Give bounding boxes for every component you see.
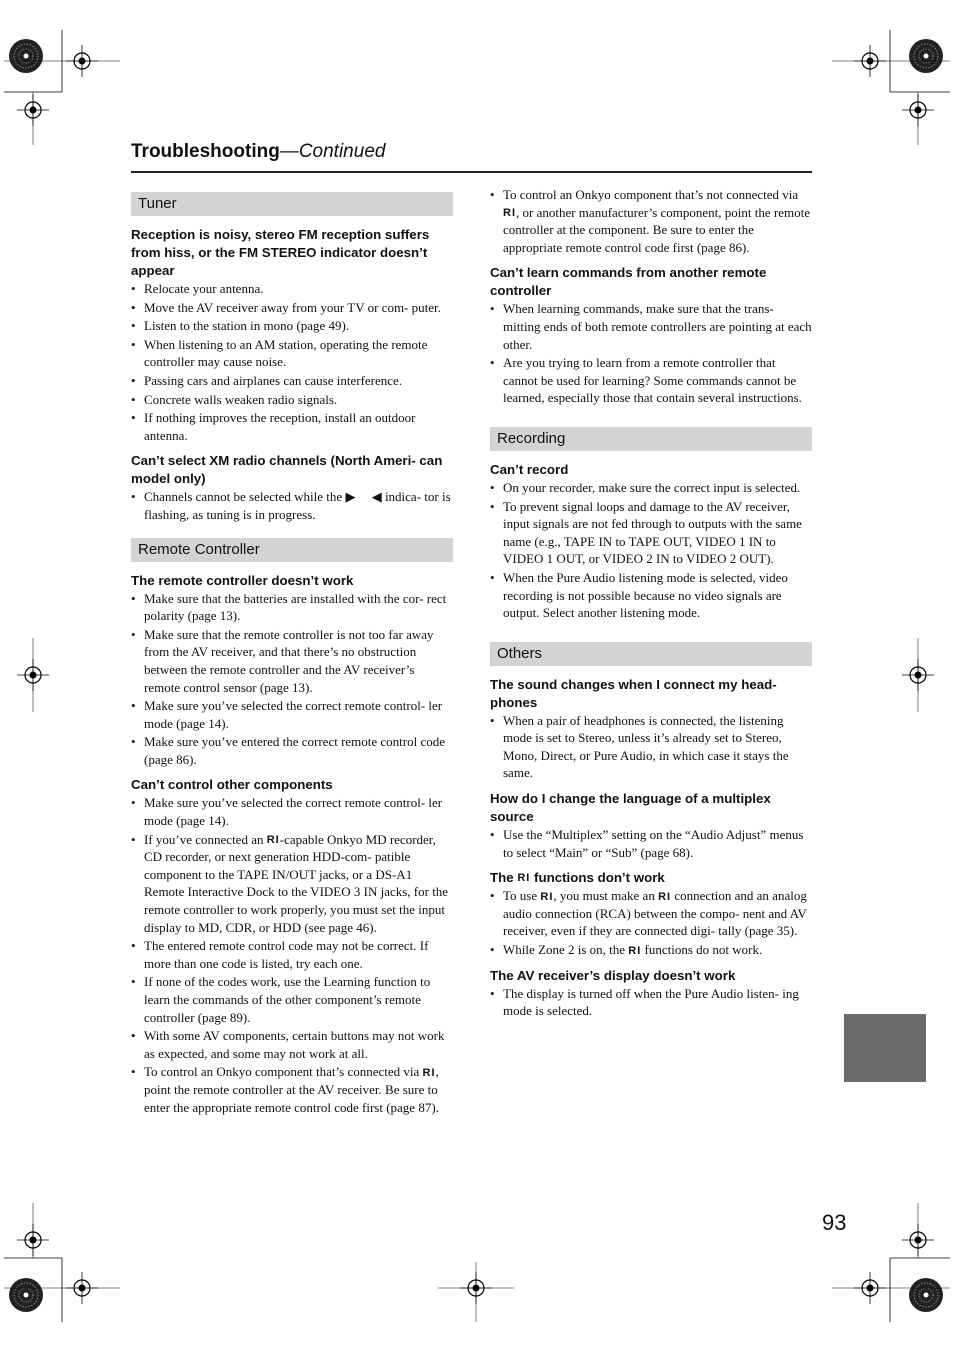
question-noisy-reception: Reception is noisy, stereo FM reception suffers from hiss, or the FM STEREO indicator doesn’t appear [131, 227, 430, 278]
section-heading-remote-controller: Remote Controller [131, 538, 453, 562]
list-item: • To prevent signal loops and damage to the AV receiver, input signals are not fed through to outputs with the same name (e.g., TAPE IN to TAPE OUT, VIDEO 1 IN to VIDEO 1 OUT, or VIDEO 2 IN to VIDEO 2 OUT). [490, 498, 812, 568]
tuning-right-arrow-icon: ▶ [345, 489, 356, 505]
tuning-left-arrow-icon: ◀ [371, 489, 382, 505]
section-heading-others: Others [490, 642, 812, 666]
page-header [131, 139, 812, 173]
list-item: • On your recorder, make sure the correct input is selected. [490, 479, 812, 497]
list-item: • Listen to the station in mono (page 49). [131, 317, 453, 335]
question-multiplex: How do I change the language of a multiplex source [490, 791, 771, 825]
question-cant-record: Can’t record [490, 461, 569, 477]
section-heading-recording: Recording [490, 427, 812, 451]
list-item: • While Zone 2 is on, the RI functions do not work. [490, 941, 812, 959]
list-item: • Channels cannot be selected while the ▶ ◀ indica- tor is flashing, as tuning is in progress. [131, 488, 453, 523]
question-xm-channels: Can’t select XM radio channels (North Ameri- can model only) [131, 453, 443, 487]
question-cant-learn: Can’t learn commands from another remote controller [490, 265, 767, 299]
ri-logo-icon: RI [503, 207, 516, 220]
list-item: • To control an Onkyo component that’s connected via RI, point the remote controller at the AV receiver. Be sure to enter the appropriate remote control code first (page 87). [131, 1063, 453, 1116]
list-item: • Concrete walls weaken radio signals. [131, 391, 453, 409]
list-item: • Make sure that the remote controller is not too far away from the AV receiver, and that there’s no obstruction between the remote controller and the AV receiver’s remote control sensor (page 13). [131, 626, 453, 696]
question-control-other-components: Can’t control other components [131, 777, 333, 793]
list-ri-functions [490, 887, 812, 958]
list-item: • Make sure you’ve selected the correct remote control- ler mode (page 14). [131, 697, 453, 732]
list-cant-record [490, 479, 812, 622]
list-item: • If nothing improves the reception, install an outdoor antenna. [131, 409, 453, 444]
ri-logo-icon: RI [540, 890, 554, 903]
question-remote-not-work: The remote controller doesn’t work [131, 572, 354, 588]
list-item: • When listening to an AM station, operating the remote controller may cause noise. [131, 336, 453, 371]
list-item: • Make sure that the batteries are installed with the cor- rect polarity (page 13). [131, 590, 453, 625]
chapter-tab [844, 1014, 926, 1082]
question-ri-functions: The RI functions don’t work [490, 870, 665, 886]
list-item: • Relocate your antenna. [131, 280, 453, 298]
list-item: • Use the “Multiplex” setting on the “Audio Adjust” menus to select “Main” or “Sub” (page 68). [490, 826, 812, 861]
list-item: • When learning commands, make sure that the trans- mitting ends of both remote controllers are pointing at each other. [490, 300, 812, 353]
list-item: • The entered remote control code may not be correct. If more than one code is listed, try each one. [131, 937, 453, 972]
left-column [131, 186, 453, 1124]
list-item: • If you’ve connected an RI-capable Onkyo MD recorder, CD recorder, or next generation HDD-com- patible component to the TAPE IN/OUT jacks, or a DS-A1 Remote Interactive Dock to the VIDEO 3 IN jacks, for the remote controller to work properly, you must set the input display to MD, CDR, or HDD (see page 46). [131, 831, 453, 937]
list-item: • When a pair of headphones is connected, the listening mode is set to Stereo, unless it’s already set to Stereo, Mono, Direct, or Pure Audio, in which case it stays the same. [490, 712, 812, 782]
list-control-continued [490, 186, 812, 256]
list-multiplex [490, 826, 812, 861]
list-control-other-components [131, 794, 453, 1116]
question-display: The AV receiver’s display doesn’t work [490, 967, 736, 983]
list-remote-not-work [131, 590, 453, 769]
section-heading-tuner: Tuner [131, 192, 453, 216]
list-headphones [490, 712, 812, 782]
list-xm-channels [131, 488, 453, 523]
list-item: • Passing cars and airplanes can cause interference. [131, 372, 453, 390]
ri-logo-icon: RI [266, 834, 280, 847]
list-item: • If none of the codes work, use the Learning function to learn the commands of the other component’s remote controller (page 89). [131, 973, 453, 1026]
list-item: • With some AV components, certain buttons may not work as expected, and some may not work at all. [131, 1027, 453, 1062]
ri-logo-icon: RI [628, 944, 642, 957]
list-item: • Make sure you’ve selected the correct remote control- ler mode (page 14). [131, 794, 453, 829]
ri-logo-icon: RI [658, 890, 672, 903]
right-column [490, 186, 812, 1028]
list-noisy-reception [131, 280, 453, 444]
list-display [490, 985, 812, 1020]
page-number: 93 [822, 1210, 847, 1235]
list-item: • Make sure you’ve entered the correct remote control code (page 86). [131, 733, 453, 768]
ri-logo-icon: RI [517, 872, 531, 885]
question-headphones: The sound changes when I connect my head- phones [490, 676, 777, 710]
ri-logo-icon: RI [422, 1066, 436, 1079]
page-title: Troubleshooting—Continued [131, 141, 386, 162]
list-cant-learn [490, 300, 812, 407]
list-item: • Move the AV receiver away from your TV or com- puter. [131, 299, 453, 317]
list-item: • To use RI, you must make an RI connection and an analog audio connection (RCA) between the compo- nent and AV receiver, even if they are connected digi- tally (page 35). [490, 887, 812, 940]
list-item: • To control an Onkyo component that’s not connected via RI, or another manufacturer’s component, point the remote controller at the component. Be sure to enter the appropriate remote control code first (page 86). [490, 186, 812, 256]
list-item: • When the Pure Audio listening mode is selected, video recording is not possible because no video signals are output. Select another listening mode. [490, 569, 812, 622]
list-item: • The display is turned off when the Pure Audio listen- ing mode is selected. [490, 985, 812, 1020]
list-item: • Are you trying to learn from a remote controller that cannot be used for learning? Some commands cannot be learned, especially those that contain several instructions. [490, 354, 812, 407]
